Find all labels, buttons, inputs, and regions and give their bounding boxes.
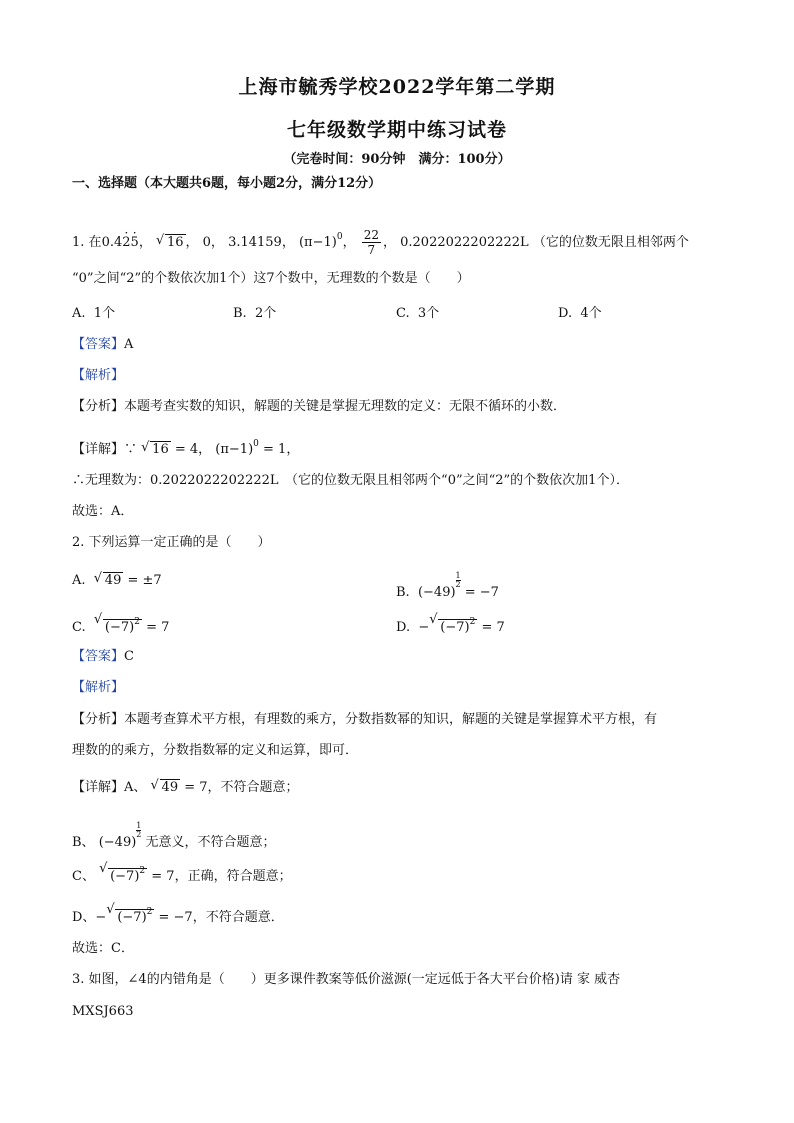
q1-option-a: A. 1个	[72, 306, 116, 321]
exam-info: （完卷时间：90分钟 满分：100分）	[283, 152, 511, 167]
school-title: 上海市毓秀学校2022学年第二学期	[238, 76, 556, 98]
q1-analysis-tag: 【解析】	[72, 368, 125, 383]
fraction-22-7: $\frac{22}{7}$	[363, 228, 379, 257]
exam-title: 七年级数学期中练习试卷	[286, 119, 507, 141]
q2-detail-a: 【详解】A、 √ 49 = 7，不符合题意；	[72, 779, 299, 797]
q1-option-c: C. 3个	[396, 306, 440, 321]
q2-detail-d: D、−√ $(-7)^2 = -7$，不符合题意．	[72, 903, 284, 927]
q2-detail-c: C、 √ $(-7)^2 = 7$，正确，符合题意；	[72, 862, 292, 886]
q3-stem: 3. 如图，∠4的内错角是（ ）更多课件教案等低价滋源(一定远低于各大平台价格)请 家 威杏	[72, 972, 621, 987]
q1-detail: 【详解】∵ √ 16 = 4， $(\pi-1)^0 = 1$，	[72, 435, 299, 459]
q1-option-d: D. 4个	[558, 306, 602, 321]
q2-choose: 故选：C．	[72, 941, 134, 956]
q2-option-c: C. √ $(-7)^2 = 7$	[72, 613, 169, 637]
q1-answer: 【答案】A	[72, 337, 134, 352]
q2-answer: 【答案】C	[72, 649, 134, 664]
long-decimal: 0.2022022202222L	[400, 235, 529, 250]
q1-number: 1.	[72, 235, 85, 250]
q1-option-b: B. 2个	[233, 306, 277, 321]
q2-option-b: B. (−49) $\frac{1}{2}$ = −7	[396, 571, 499, 600]
q1-conclusion: ∴无理数为：0.2022022202222L （它的位数无限且相邻两个“0”之间“2”的个数依次加1个）．	[72, 473, 629, 488]
q1-stem-line2: “0”之间“2”的个数依次加1个）这7个数中，无理数的个数是（ ）	[72, 271, 470, 286]
q1-stem: 1. 在0.42 ·5 ·， √ 16 ， 0， 3.14159， $(\pi-1)^0$， $\frac{22}{7}$ ， 0.2022022202222L （它的位数无限且相邻两个	[72, 228, 689, 257]
pi-approx: 3.14159	[228, 235, 282, 250]
q3-code: MXSJ663	[72, 1004, 134, 1019]
q2-stem: 2. 下列运算一定正确的是（ ）	[72, 535, 271, 550]
q1-prefix: 在	[88, 235, 102, 250]
q1-note: （它的位数无限且相邻两个	[532, 235, 689, 250]
q2-detail-b: B、 (−49) $\frac{1}{2}$ 无意义，不符合题意；	[72, 821, 276, 850]
q1-fenxi: 【分析】本题考查实数的知识，解题的关键是掌握无理数的定义：无限不循环的小数．	[72, 399, 567, 414]
q2-analysis-tag: 【解析】	[72, 680, 125, 695]
sqrt-16: √ 16	[156, 234, 186, 252]
q2-option-a: A. √ 49 = ±7	[72, 572, 162, 590]
repeating-decimal: 0.42 ·5 ·	[102, 235, 139, 250]
q2-option-d: D. −√ $(-7)^2 = 7$	[396, 613, 505, 637]
q2-fenxi-line2: 理数的的乘方，分数指数幂的定义和运算，即可．	[72, 743, 359, 758]
zero-value: 0	[202, 235, 211, 250]
q1-choose: 故选：A．	[72, 504, 134, 519]
section-heading: 一、选择题（本大题共6题，每小题2分，满分12分）	[72, 176, 382, 191]
q2-fenxi-line1: 【分析】本题考查算术平方根，有理数的乘方，分数指数幂的知识，解题的关键是掌握算术平方根，有	[72, 712, 658, 727]
pi-minus-one-power: $(\pi-1)^0$	[298, 232, 343, 250]
